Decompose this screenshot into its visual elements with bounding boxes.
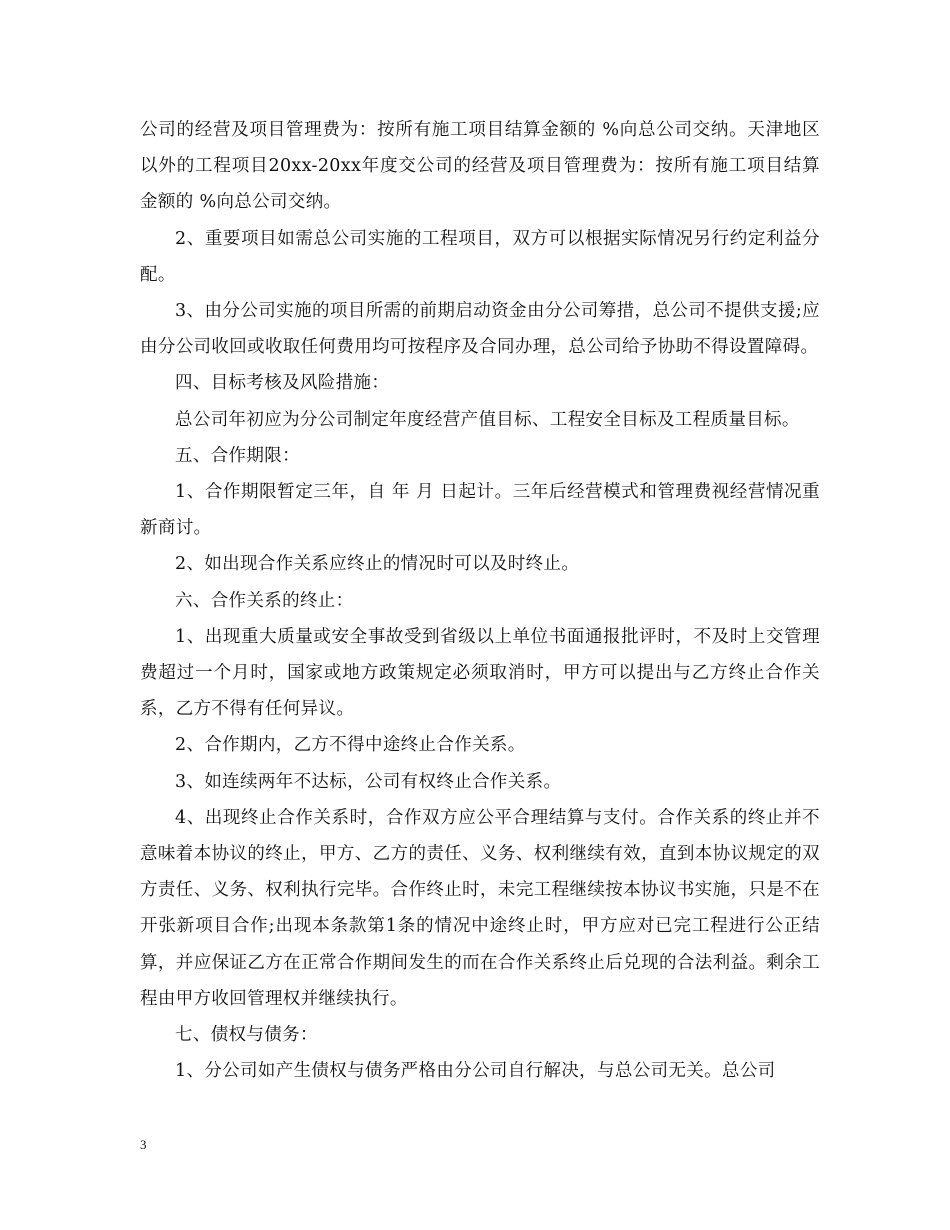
section-heading-4: 四、目标考核及风险措施： [175, 373, 390, 394]
paragraph-term-2: 2、如出现合作关系应终止的情况时可以及时终止。 [175, 554, 580, 575]
paragraph-term-1: 1、合作期限暂定三年，自 年 月 日起计。三年后经营模式和管理费视经营情况重新商讨。 [140, 482, 820, 539]
paragraph-debt-1: 1、分公司如产生债权与债务严格由分公司自行解决，与总公司无关。总公司 [175, 1061, 776, 1082]
paragraph-management-fee: 公司的经营及项目管理费为：按所有施工项目结算金额的 %向总公司交纳。天津地区以外的工程项目20xx-20xx年度交公司的经营及项目管理费为：按所有施工项目结算金额的 %向总公司交纳。 [140, 120, 820, 213]
paragraph-termination-4: 4、出现终止合作关系时，合作双方应公平合理结算与支付。合作关系的终止并不意味着本协议的终止，甲方、乙方的责任、义务、权利继续有效，直到本协议规定的双方责任、义务、权利执行完毕。合作终止时，未完工程继续按本协议书实施，只是不在开张新项目合作;出现本条款第1条的情况中途终止时，甲方应对已完工程进行公正结算，并应保证乙方在正常合作期间发生的而在合作关系终止后兑现的合法利益。剩余工程由甲方收回管理权并继续执行。 [140, 807, 820, 1009]
paragraph-termination-3: 3、如连续两年不达标，公司有权终止合作关系。 [175, 771, 562, 792]
document-body [140, 112, 820, 1089]
paragraph-clause-2-profit: 2、重要项目如需总公司实施的工程项目，双方可以根据实际情况另行约定利益分配。 [140, 228, 820, 285]
section-heading-6: 六、合作关系的终止： [175, 590, 354, 611]
paragraph-termination-2: 2、合作期内，乙方不得中途终止合作关系。 [175, 735, 526, 756]
paragraph-termination-1: 1、出现重大质量或安全事故受到省级以上单位书面通报批评时，不及时上交管理费超过一个月时，国家或地方政策规定必须取消时，甲方可以提出与乙方终止合作关系，乙方不得有任何异议。 [140, 626, 820, 720]
paragraph-annual-targets: 总公司年初应为分公司制定年度经营产值目标、工程安全目标及工程质量目标。 [175, 409, 800, 430]
page-number: 3 [140, 1137, 147, 1152]
paragraph-clause-3-funding: 3、由分公司实施的项目所需的前期启动资金由分公司筹措，总公司不提供支援;应由分公司收回或收取任何费用均可按程序及合同办理，总公司给予协助不得设置障碍。 [140, 301, 820, 358]
section-heading-5: 五、合作期限： [175, 445, 300, 466]
section-heading-7: 七、债权与债务： [175, 1025, 318, 1046]
